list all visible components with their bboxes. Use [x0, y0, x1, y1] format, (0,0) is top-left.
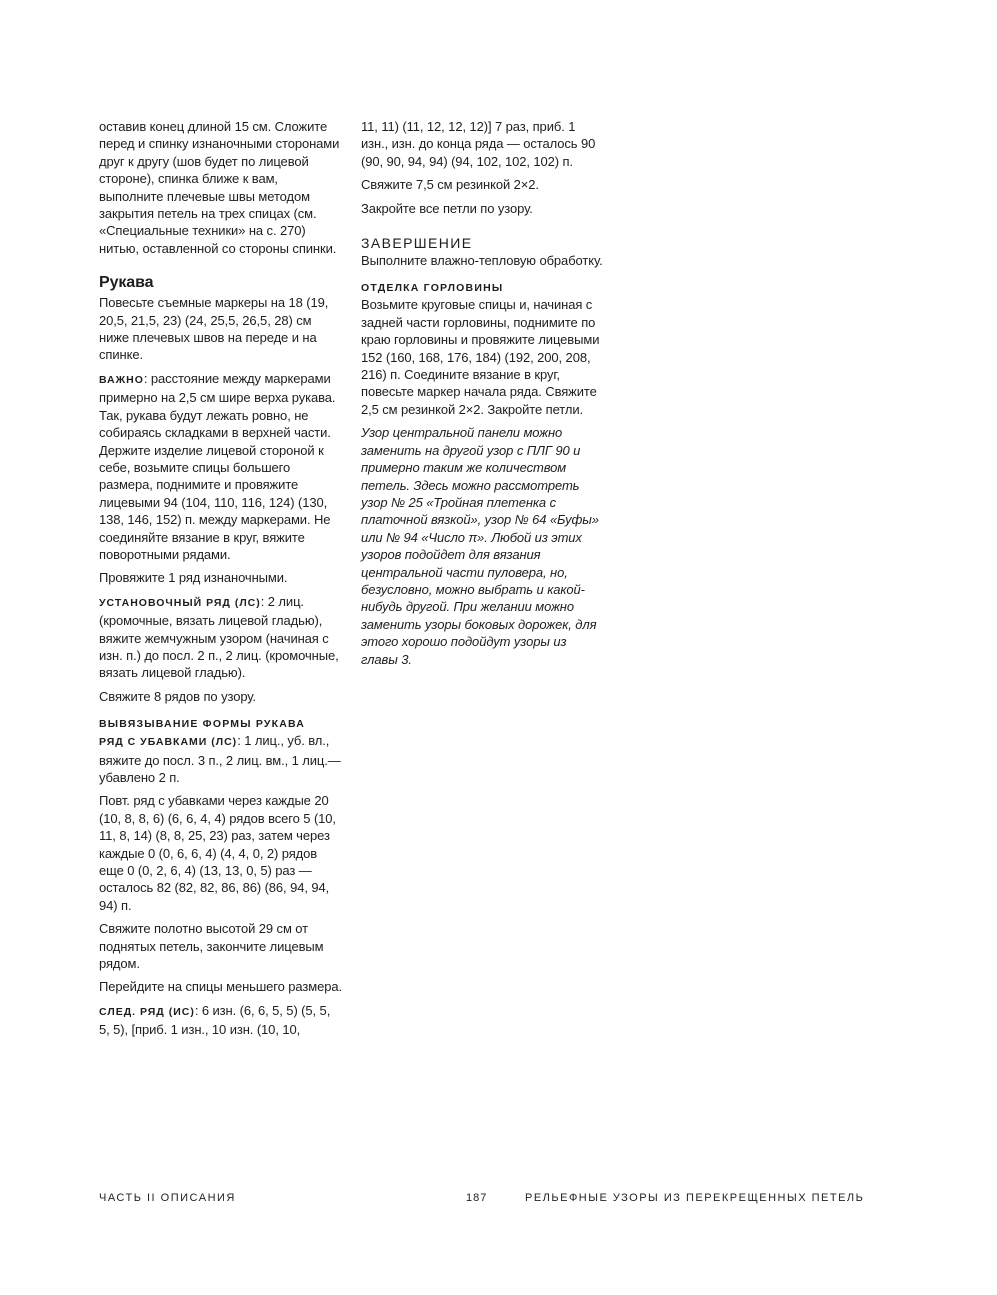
- next-row-label: СЛЕД. РЯД (ИС): [99, 1005, 195, 1018]
- setup-row-label: УСТАНОВОЧНЫЙ РЯД (ЛС): [99, 596, 261, 609]
- subheading-sleeve-shaping: ВЫВЯЗЫВАНИЕ ФОРМЫ РУКАВА: [99, 718, 306, 731]
- paragraph: Свяжите 8 рядов по узору.: [99, 688, 256, 704]
- footer-part-label: ЧАСТЬ II ОПИСАНИЯ: [99, 1192, 236, 1204]
- italic-note: Узор центральной панели можно заменить на другой узор с ПЛГ 90 и примерно таким же количеством петель. Здесь можно рассмотреть узор № 25 «Тройная плетенка с платочной вязкой», узор № 64 «Буфы» или № 94 «Число π». Любой из этих узоров подойдет для вязания центральной части пуловера, но, безусловно, можно выбрать и какой-нибудь другой. При желании можно заменить узоры боковых дорожек, для этого хорошо подойдут узоры из главы 3.: [361, 425, 599, 667]
- paragraph: Провяжите 1 ряд изнаночными.: [99, 570, 288, 586]
- paragraph-text: : расстояние между маркерами примерно на 2,5 см шире верха рукава. Так, рукава будут лежать ровно, не собираясь складками в верхней части. Держите изделие лицевой стороной к себе, возьмите спицы большего размера, поднимите и провяжите лицевыми 94 (104, 110, 116, 124) (130, 138, 146, 152) п. между маркерами. Не соединяйте вязание в круг, вяжите поворотными рядами.: [99, 370, 336, 562]
- subheading-neckband: ОТДЕЛКА ГОРЛОВИНЫ: [361, 282, 504, 295]
- paragraph: Повт. ряд с убавками через каждые 20 (10, 8, 8, 6) (6, 6, 4, 4) рядов всего 5 (10, 11, 8, 14) (8, 8, 25, 23) раз, затем через каждые 0 (0, 6, 6, 4) (4, 4, 0, 2) рядов еще 0 (0, 2, 6, 4) (13, 13, 0, 5) раз — осталось 82 (82, 82, 86, 86) (86, 94, 94, 94) п.: [99, 793, 336, 913]
- paragraph-text: : 2 лиц. (кромочные, вязать лицевой гладью), вяжите жемчужным узором (начиная с изн. п.) до посл. 2 п., 2 лиц. (кромочные, вязать лицевой гладью).: [99, 593, 339, 681]
- decrease-row-label: РЯД С УБАВКАМИ (ЛС): [99, 736, 238, 749]
- page-number: 187: [466, 1192, 488, 1204]
- section-heading-finishing: ЗАВЕРШЕНИЕ: [361, 235, 473, 252]
- paragraph: Свяжите 7,5 см резинкой 2×2.: [361, 177, 539, 193]
- paragraph-setup-row: [99, 593, 343, 682]
- paragraph: Выполните влажно-тепловую обработку.: [361, 253, 603, 269]
- paragraph-text: : 6 изн. (6, 6, 5, 5) (5, 5, 5, 5), [приб. 1 изн., 10 изн. (10, 10,: [99, 1002, 331, 1038]
- paragraph: Перейдите на спицы меньшего размера.: [99, 979, 343, 995]
- paragraph: оставив конец длиной 15 см. Сложите перед и спинку изнаночными сторонами друг к другу (шов будет по лицевой стороне), спинка ближе к вам, выполните плечевые швы методом закрытия петель на трех спицах (см. «Специальные техники» на с. 270) нитью, оставленной со стороны спинки.: [99, 119, 340, 256]
- paragraph-important: [99, 370, 343, 563]
- right-column: [361, 118, 605, 674]
- paragraph-next-row: [99, 1002, 343, 1039]
- paragraph: Возьмите круговые спицы и, начиная с задней части горловины, поднимите по краю горловины и провяжите лицевыми 152 (160, 168, 176, 184) (192, 200, 208, 216) п. Соедините вязание в круг, повесьте маркер начала ряда. Свяжите 2,5 см резинкой 2×2. Закройте петли.: [361, 297, 600, 417]
- paragraph: 11, 11) (11, 12, 12, 12)] 7 раз, приб. 1 изн., изн. до конца ряда — осталось 90 (90, 90, 94, 94) (94, 102, 102, 102) п.: [361, 119, 596, 169]
- important-label: ВАЖНО: [99, 373, 144, 386]
- left-column: [99, 118, 343, 1045]
- paragraph: Повесьте съемные маркеры на 18 (19, 20,5, 21,5, 23) (24, 25,5, 26,5, 28) см ниже плечевых швов на переде и на спинке.: [99, 295, 329, 363]
- paragraph-text: : 1 лиц., уб. вл., вяжите до посл. 3 п., 2 лиц. вм., 1 лиц.—убавлено 2 п.: [99, 733, 341, 785]
- section-heading-sleeves: Рукава: [99, 274, 154, 292]
- footer-chapter-title: РЕЛЬЕФНЫЕ УЗОРЫ ИЗ ПЕРЕКРЕЩЕННЫХ ПЕТЕЛЬ: [525, 1192, 865, 1204]
- paragraph: Закройте все петли по узору.: [361, 200, 533, 216]
- paragraph-decrease-row: [99, 732, 343, 786]
- paragraph: Свяжите полотно высотой 29 см от поднятых петель, закончите лицевым рядом.: [99, 921, 324, 972]
